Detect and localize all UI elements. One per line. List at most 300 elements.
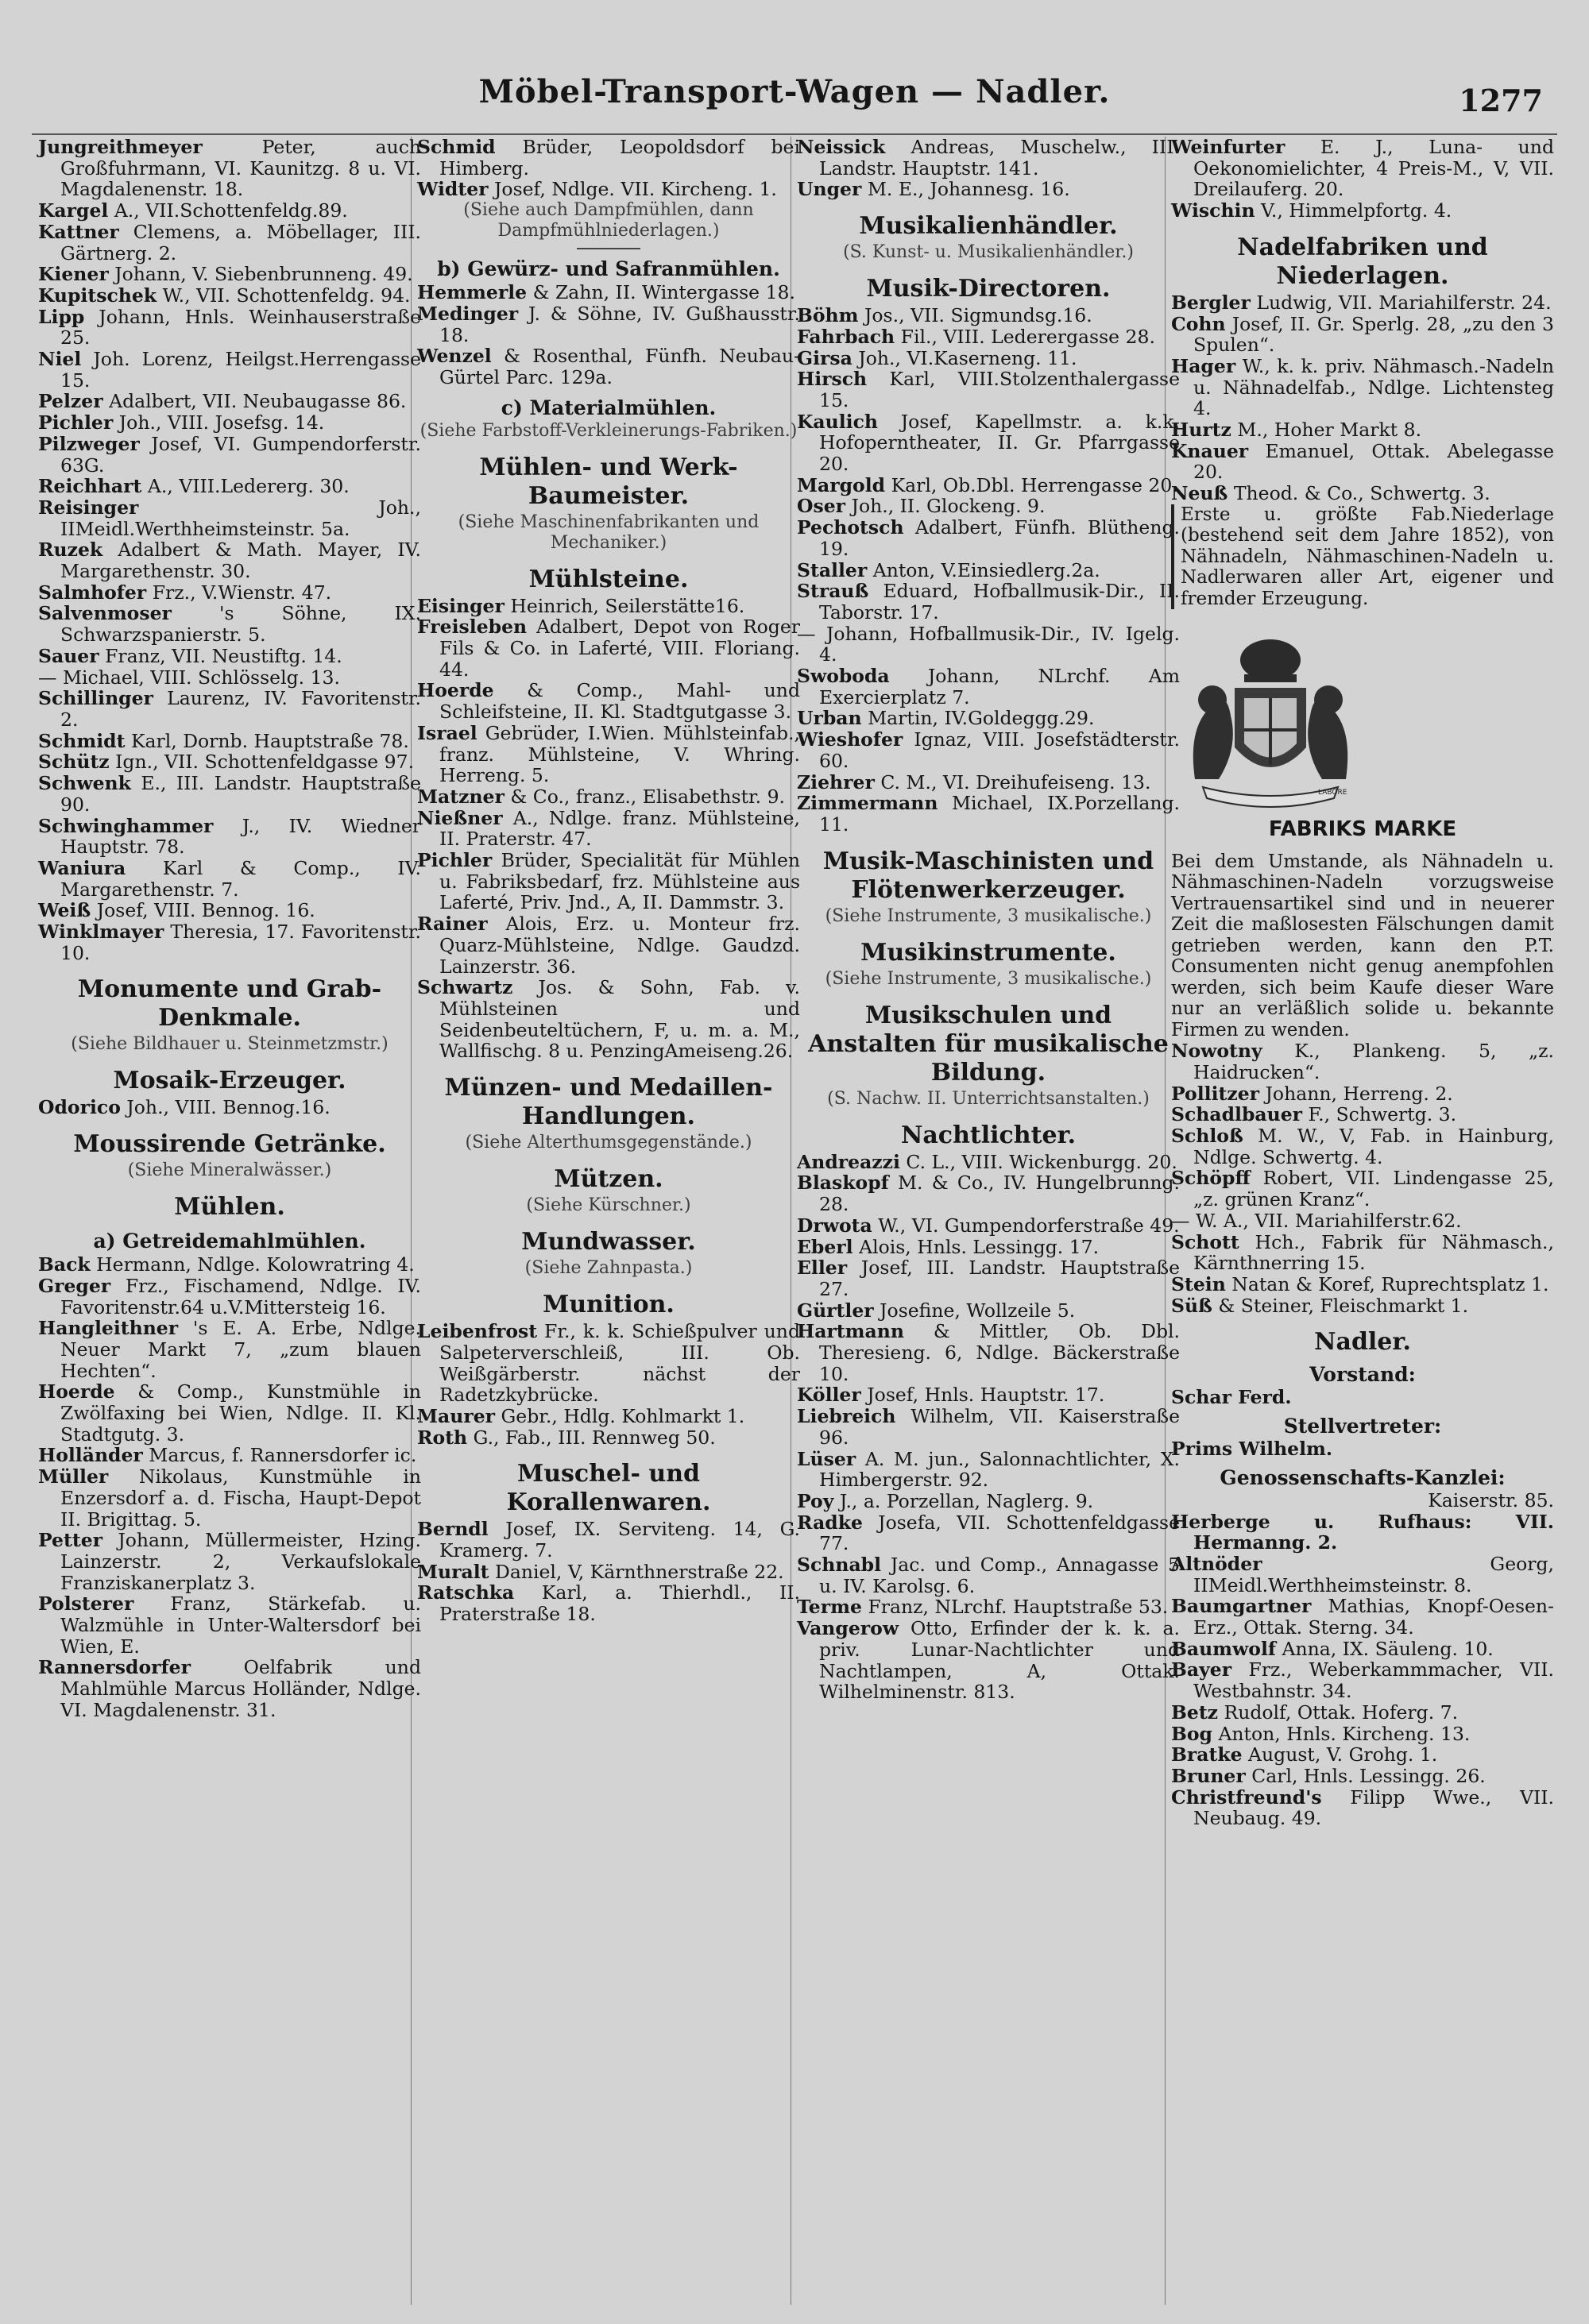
entry-name: Böhm <box>797 304 859 327</box>
entry-name: Weinfurter <box>1171 136 1286 158</box>
entry-name: Bayer <box>1171 1658 1232 1681</box>
section-heading: Mühlen- und Werk-Baumeister. <box>479 453 738 510</box>
entry-name: Terme <box>797 1596 862 1619</box>
separator <box>577 248 640 249</box>
entry-details: — Michael, VIII. Schlösselg. 13. <box>38 666 340 689</box>
directory-entry <box>1171 1295 1554 1317</box>
subsection-heading: b) Gewürz- und Safranmühlen. <box>437 257 780 281</box>
entry-details: M., Hoher Markt 8. <box>1237 419 1422 442</box>
cross-reference: (Siehe Zahnpasta.) <box>524 1258 693 1279</box>
entry-name: Girsa <box>797 346 852 369</box>
entry-name: Freisleben <box>417 616 528 639</box>
directory-entry <box>38 285 421 307</box>
entry-list <box>417 137 800 200</box>
entry-name: Greger <box>38 1274 111 1297</box>
entry-details: Jos., VII. Sigmundsg.16. <box>864 304 1092 327</box>
entry-name: Hoerde <box>417 679 494 702</box>
entry-details: Joh., VIII. Bennog.16. <box>126 1096 331 1119</box>
entry-name: Ruzek <box>38 539 103 562</box>
entry-details: Anna, IX. Säuleng. 10. <box>1282 1637 1494 1660</box>
entry-details: & Zahn, II. Wintergasse 18. <box>532 281 795 304</box>
entry-name: Schillinger <box>38 687 153 710</box>
entry-name: Pilzweger <box>38 432 140 455</box>
directory-entry <box>797 369 1180 411</box>
entry-name: Cohn <box>1171 312 1226 335</box>
directory-entry <box>1171 137 1554 200</box>
section-heading: Musikschulen und Anstalten für musikalische Bildung. <box>808 1001 1169 1087</box>
entry-name: Baumgartner <box>1171 1595 1312 1618</box>
entry-details: Franz, Stärkefab. u. Walzmühle in Unter-Waltersdorf bei Wien, E. <box>60 1592 421 1658</box>
entry-name: Wieshofer <box>797 728 903 751</box>
entry-details: Franz, VII. Neustiftg. 14. <box>105 644 342 667</box>
directory-entry <box>38 1657 421 1720</box>
directory-entry <box>1171 1639 1554 1660</box>
directory-entry <box>38 1445 421 1466</box>
entry-details: Brüder, Specialität für Mühlen u. Fabriksbedarf, frz. Mühlsteine aus Laferté, Priv. Jnd., A, II. Dammstr. 3. <box>439 849 800 914</box>
entry-name: Schloß <box>1171 1125 1243 1148</box>
directory-entry <box>797 179 1180 200</box>
entry-name: Pechotsch <box>797 516 904 539</box>
entry-details: August, V. Grohg. 1. <box>1248 1743 1438 1766</box>
fabriks-marke-label: FABRIKS MARKE <box>1268 817 1457 842</box>
entry-details: Theresia, 17. Favoritenstr. 10. <box>60 921 421 964</box>
directory-entry <box>417 179 800 200</box>
directory-entry <box>797 560 1180 581</box>
page-header-title: Möbel-Transport-Wagen — Nadler. <box>478 73 1111 110</box>
entry-details: A., Ndlge. franz. Mühlsteine, II. Praterstr. 47. <box>439 806 800 851</box>
entry-name: Neissick <box>797 136 886 158</box>
entry-details: Jac. und Comp., Annagasse 5 u. IV. Karolsg. 6. <box>819 1554 1180 1597</box>
entry-name: Lipp <box>38 305 85 328</box>
entry-list <box>417 1519 800 1625</box>
entry-name: Ratschka <box>417 1581 515 1604</box>
section-heading: Musik-Directoren. <box>866 275 1111 303</box>
entry-details: W., VI. Gumpendorferstraße 49. <box>878 1214 1180 1237</box>
directory-entry <box>1171 292 1554 314</box>
entry-name: Schmidt <box>38 729 126 752</box>
entry-name: Kargel <box>38 199 109 222</box>
cross-reference: (Siehe Bildhauer u. Steinmetzmstr.) <box>71 1034 389 1055</box>
entry-name: Ziehrer <box>797 770 875 793</box>
entry-details: Karl, Ob.Dbl. Herrengasse 20. <box>891 473 1178 496</box>
entry-name: Kiener <box>38 263 109 286</box>
directory-entry <box>38 1530 421 1593</box>
entry-details: & Comp., Kunstmühle in Zwölfaxing bei Wien, Ndlge. II. Kl. Stadtgutg. 3. <box>60 1380 421 1446</box>
directory-entry <box>38 858 421 900</box>
directory-entry <box>1171 1104 1554 1125</box>
directory-entry <box>1171 1040 1554 1083</box>
entry-name: Unger <box>797 178 862 201</box>
directory-entry <box>1171 200 1554 222</box>
entry-name: Oser <box>797 495 846 518</box>
header-rule <box>32 133 1557 135</box>
section-heading: Musikalienhändler. <box>859 212 1118 241</box>
entry-details: Emanuel, Ottak. Abelegasse 20. <box>1193 439 1554 484</box>
entry-details: Mathias, Knopf-Oesen-Erz., Ottak. Sterng. 34. <box>1193 1595 1554 1639</box>
entry-name: Kattner <box>38 220 119 243</box>
directory-entry <box>1171 1125 1554 1168</box>
directory-entry <box>1171 1232 1554 1274</box>
entry-details: Joh. Lorenz, Heilgst.Herrengasse 15. <box>60 348 421 392</box>
entry-details: Johann, Hnls. Weinhauserstraße 25. <box>60 305 421 349</box>
entry-name: Pollitzer <box>1171 1082 1260 1105</box>
directory-entry <box>1171 483 1554 504</box>
coat-of-arms-emblem <box>1171 628 1370 811</box>
entry-name: Radke <box>797 1511 863 1534</box>
directory-entry <box>38 1254 421 1276</box>
directory-entry <box>797 496 1180 517</box>
column-2 <box>417 137 800 1625</box>
entry-name: Knauer <box>1171 439 1249 462</box>
directory-entry <box>38 773 421 815</box>
entry-details: Jos. & Sohn, Fab. v. Mühlsteinen und Seidenbeuteltüchern, F, u. m. a. M., Wallfischg. 8 u. PenzingAmeiseng.26. <box>439 976 800 1063</box>
entry-name: Eberl <box>797 1235 853 1258</box>
entry-details: Joh., IIMeidl.Werthheimsteinstr. 5a. <box>60 496 421 540</box>
cross-reference: (S. Kunst- u. Musikalienhändler.) <box>843 242 1134 263</box>
entry-name: Medinger <box>417 302 519 325</box>
directory-entry <box>1171 1659 1554 1701</box>
entry-details: 's Söhne, IX. Schwarzspanierstr. 5. <box>60 602 421 647</box>
entry-details: Clemens, a. Möbellager, III. Gärtnerg. 2. <box>60 220 421 264</box>
entry-list <box>417 282 800 388</box>
entry-details: Natan & Koref, Ruprechtsplatz 1. <box>1231 1272 1549 1295</box>
entry-name: Lüser <box>797 1447 856 1470</box>
entry-name: Süß <box>1171 1294 1212 1317</box>
entry-details: Joh., VI.Kaserneng. 11. <box>858 346 1077 369</box>
subsection-heading: c) Materialmühlen. <box>501 396 717 419</box>
column-3 <box>797 137 1180 1703</box>
entry-details: J., IV. Wiedner Hauptstr. 78. <box>60 814 421 859</box>
directory-entry <box>38 1381 421 1445</box>
directory-entry <box>38 1276 421 1318</box>
entry-name: Back <box>38 1253 91 1276</box>
directory-entry <box>417 303 800 346</box>
directory-entry <box>1171 441 1554 483</box>
entry-details: & Steiner, Fleischmarkt 1. <box>1218 1294 1469 1317</box>
section-heading: Nadelfabriken und Niederlagen. <box>1237 233 1488 290</box>
entry-details: Frz., V.Wienstr. 47. <box>152 581 332 604</box>
entry-details: Andreas, Muschelw., III. Landstr. Hauptstr. 141. <box>819 136 1180 180</box>
entry-details: Josef, II. Gr. Sperlg. 28, „zu den 3 Spulen“. <box>1193 312 1554 357</box>
entry-name: Polsterer <box>38 1592 134 1616</box>
entry-details: Ignaz, VIII. Josefstädterstr. 60. <box>819 728 1180 772</box>
entry-details: M. E., Johannesg. 16. <box>867 178 1070 201</box>
entry-name: Fahrbach <box>797 325 895 348</box>
directory-entry <box>1171 1596 1554 1638</box>
entry-name: Wischin <box>1171 199 1255 222</box>
entry-list <box>797 137 1180 200</box>
cross-reference: (Siehe Alterthumsgegenstände.) <box>465 1133 752 1153</box>
vorstand-label: Vorstand: <box>1309 1363 1416 1387</box>
stellvertreter-label: Stellvertreter: <box>1283 1415 1442 1438</box>
entry-name: Bratke <box>1171 1743 1243 1766</box>
entry-details: Oelfabrik und Mahlmühle Marcus Holländer, Ndlge. VI. Magdalenenstr. 31. <box>60 1656 421 1721</box>
section-heading: Monumente und Grab-Denkmale. <box>77 975 382 1033</box>
entry-details: Josef, IX. Serviteng. 14, G. Kramerg. 7. <box>439 1518 800 1562</box>
entry-details: & Rosenthal, Fünfh. Neubau-Gürtel Parc. 129a. <box>439 345 800 388</box>
directory-entry <box>417 680 800 722</box>
directory-entry <box>38 731 421 752</box>
directory-entry <box>797 1215 1180 1237</box>
entry-name: Salvenmoser <box>38 602 172 625</box>
vorstand-name: Schar Ferd. <box>1171 1386 1292 1409</box>
entry-details: E. J., Luna- und Oekonomielichter, 4 Preis-M., V, VII. Dreilauferg. 20. <box>1193 136 1554 201</box>
entry-name: Hemmerle <box>417 281 528 304</box>
entry-name: Schott <box>1171 1230 1239 1253</box>
entry-name: Wenzel <box>417 345 492 368</box>
entry-name: Nießner <box>417 806 503 829</box>
directory-entry <box>1171 1168 1554 1210</box>
entry-details: Adalbert, VII. Neubaugasse 86. <box>109 390 407 413</box>
stellvertreter-name: Prims Wilhelm. <box>1171 1438 1333 1461</box>
entry-name: Hirsch <box>797 368 868 391</box>
entry-details: Johann, NLrchf. Am Exercierplatz 7. <box>819 665 1180 708</box>
entry-details: Laurenz, IV. Favoritenstr. 2. <box>60 687 421 731</box>
entry-name: Bog <box>1171 1722 1212 1745</box>
entry-details: W., VII. Schottenfeldg. 94. <box>162 284 411 307</box>
section-heading: Musikinstrumente. <box>860 938 1116 967</box>
entry-details: V., Himmelpfortg. 4. <box>1261 199 1452 222</box>
entry-name: Müller <box>38 1465 109 1488</box>
directory-entry <box>797 137 1180 179</box>
directory-entry <box>797 1152 1180 1173</box>
entry-details: Rudolf, Ottak. Hoferg. 7. <box>1224 1701 1459 1724</box>
entry-details: Adalbert & Math. Mayer, IV. Margarethenstr. 30. <box>60 539 421 583</box>
directory-entry <box>797 1449 1180 1491</box>
directory-entry <box>417 137 800 179</box>
entry-details: Peter, auch Großfuhrmann, VI. Kaunitzg. 8 u. VI. Magdalenenstr. 18. <box>60 136 421 201</box>
entry-details: Frz., Weberkammmacher, VII. Westbahnstr. 34. <box>1193 1658 1554 1703</box>
entry-name: Jungreithmeyer <box>38 136 203 158</box>
entry-name: Holländer <box>38 1444 143 1467</box>
entry-name: Schöpff <box>1171 1167 1251 1190</box>
directory-entry <box>797 1321 1180 1384</box>
entry-details: Theod. & Co., Schwertg. 3. <box>1233 482 1490 505</box>
entry-name: Waniura <box>38 856 126 879</box>
entry-name: Swoboda <box>797 665 890 688</box>
entry-details: C. M., VI. Dreihufeiseng. 13. <box>880 770 1151 793</box>
directory-entry <box>797 1512 1180 1554</box>
directory-entry <box>1171 1766 1554 1787</box>
directory-entry <box>417 1321 800 1406</box>
entry-details: Johann, Herreng. 2. <box>1265 1082 1453 1105</box>
section-heading: Mühlsteine. <box>528 565 689 593</box>
directory-entry <box>797 1554 1180 1596</box>
directory-entry <box>417 1519 800 1561</box>
directory-entry <box>38 688 421 730</box>
section-heading: Musik-Maschinisten und Flötenwerkerzeuger. <box>822 847 1154 904</box>
section-heading: Nadler. <box>1314 1328 1411 1357</box>
entry-name: Strauß <box>797 580 869 603</box>
entry-details: — W. A., VII. Mariahilferstr.62. <box>1171 1209 1462 1232</box>
entry-list <box>417 596 800 1062</box>
cross-reference: (Siehe Instrumente, 3 musikalische.) <box>825 968 1152 989</box>
directory-entry <box>797 708 1180 729</box>
section-heading: Mundwasser. <box>521 1228 696 1257</box>
entry-details: & Co., franz., Elisabethstr. 9. <box>510 785 786 808</box>
entry-name: Hangleithner <box>38 1317 179 1340</box>
entry-name: Bergler <box>1171 291 1251 314</box>
entry-name: Liebreich <box>797 1405 896 1428</box>
directory-entry <box>797 1257 1180 1299</box>
entry-name: Widter <box>417 178 489 201</box>
entry-details: Brüder, Leopoldsdorf bei Himberg. <box>439 136 800 180</box>
entry-name: Leibenfrost <box>417 1320 538 1343</box>
entry-name: Schwenk <box>38 772 131 795</box>
entry-list <box>417 1321 800 1448</box>
entry-details: Franz, NLrchf. Hauptstraße 53. <box>868 1596 1169 1619</box>
entry-list <box>1171 1554 1554 1829</box>
directory-entry <box>797 1237 1180 1258</box>
entry-name: Schütz <box>38 751 110 774</box>
entry-name: Staller <box>797 558 868 581</box>
directory-entry <box>417 1406 800 1427</box>
directory-entry <box>1171 314 1554 356</box>
entry-details: Marcus, f. Rannersdorfer ic. <box>149 1444 417 1467</box>
entry-details: C. L., VIII. Wickenburgg. 20. <box>906 1150 1177 1173</box>
entry-name: Eisinger <box>417 594 505 617</box>
entry-name: Schwartz <box>417 976 513 999</box>
directory-entry <box>1171 1702 1554 1724</box>
cross-reference: (Siehe Kürschner.) <box>526 1195 691 1216</box>
entry-details: Carl, Hnls. Lessingg. 26. <box>1251 1764 1486 1787</box>
entry-details: Nikolaus, Kunstmühle in Enzersdorf a. d. Fischa, Haupt-Depot II. Brigittag. 5. <box>60 1465 421 1531</box>
entry-name: Petter <box>38 1529 103 1552</box>
entry-name: Schwinghammer <box>38 814 214 837</box>
directory-entry <box>797 517 1180 559</box>
kanzlei-label: Genossenschafts-Kanzlei: <box>1220 1465 1506 1489</box>
entry-details: Josef, VI. Gumpendorferstr. 63G. <box>60 432 421 477</box>
entry-name: Zimmermann <box>797 792 938 815</box>
entry-list <box>1171 137 1554 222</box>
entry-details: G., Fab., III. Rennweg 50. <box>473 1426 716 1449</box>
entry-name: Pichler <box>38 411 114 434</box>
directory-entry <box>417 977 800 1062</box>
entry-name: Gürtler <box>797 1299 874 1322</box>
entry-details: Frz., Fischamend, Ndlge. IV. Favoritenstr.64 u.V.Mittersteig 16. <box>60 1274 421 1318</box>
entry-details: Eduard, Hofballmusik-Dir., II. Taborstr. 17. <box>819 580 1180 623</box>
subsection-heading: a) Getreidemahlmühlen. <box>93 1230 366 1253</box>
directory-entry <box>38 667 421 689</box>
directory-entry <box>797 1172 1180 1214</box>
entry-details: Fr., k. k. Schießpulver und Salpeterverschleiß, III. Ob. Weißgärberstr. nächst der Radetzkybrücke. <box>439 1320 800 1407</box>
directory-entry <box>797 1596 1180 1618</box>
entry-name: Christfreund's <box>1171 1785 1322 1809</box>
directory-entry <box>1171 1083 1554 1105</box>
entry-details: Karl, VIII.Stolzenthalergasse 15. <box>819 368 1180 411</box>
entry-details: A., VIII.Ledererg. 30. <box>147 475 350 498</box>
section-heading: Moussirende Getränke. <box>73 1130 386 1159</box>
entry-details: Daniel, V, Kärnthnerstraße 22. <box>494 1560 784 1583</box>
directory-entry <box>797 348 1180 369</box>
entry-details: Fil., VIII. Lederergasse 28. <box>900 325 1155 348</box>
column-1 <box>38 137 421 1721</box>
entry-list <box>1171 1040 1554 1316</box>
entry-name: Hurtz <box>1171 419 1231 442</box>
entry-details: Josefine, Wollzeile 5. <box>880 1299 1076 1322</box>
entry-name: Pelzer <box>38 390 103 413</box>
entry-name: Eller <box>797 1257 848 1280</box>
entry-name: Urban <box>797 707 862 730</box>
entry-details: Georg, IIMeidl.Werthheimsteinstr. 8. <box>1193 1552 1554 1596</box>
entry-details: Otto, Erfinder der k. k. a. priv. Lunar-Nachtlichter und Nachtlampen, A, Ottak. Wilhelminenstr. 813. <box>819 1617 1180 1704</box>
directory-entry <box>797 475 1180 496</box>
entry-details: Anton, V.Einsiedlerg.2a. <box>872 558 1100 581</box>
entry-details: — Johann, Hofballmusik-Dir., IV. Igelg. 4. <box>797 622 1180 666</box>
directory-entry <box>38 900 421 921</box>
entry-name: Salmhofer <box>38 581 147 604</box>
entry-name: Pichler <box>417 849 493 872</box>
entry-name: Kupitschek <box>38 284 157 307</box>
entry-details: Karl, a. Thierhdl., II. Praterstraße 18. <box>439 1581 800 1626</box>
directory-entry <box>417 1427 800 1449</box>
directory-entry <box>38 200 421 222</box>
cross-reference: (S. Nachw. II. Unterrichtsanstalten.) <box>827 1088 1150 1109</box>
directory-entry <box>797 305 1180 326</box>
directory-entry <box>797 729 1180 771</box>
cross-reference: (Siehe Maschinenfabrikanten und Mechaniker.) <box>458 512 760 553</box>
entry-name: Israel <box>417 721 477 744</box>
entry-list <box>797 1152 1180 1703</box>
entry-details: Ludwig, VII. Mariahilferstr. 24. <box>1256 291 1552 314</box>
entry-name: Betz <box>1171 1701 1219 1724</box>
section-heading: Mosaik-Erzeuger. <box>113 1067 346 1095</box>
entry-name: Sauer <box>38 644 99 667</box>
entry-details: Filipp Wwe., VII. Neubaug. 49. <box>1193 1785 1554 1830</box>
entry-name: Altnöder <box>1171 1552 1262 1575</box>
entry-details: 's E. A. Erbe, Ndlge. Neuer Markt 7, „zum blauen Hechten“. <box>60 1317 421 1382</box>
directory-entry <box>38 603 421 645</box>
directory-entry <box>417 1562 800 1583</box>
directory-entry <box>417 616 800 680</box>
directory-entry <box>417 808 800 850</box>
entry-name: Reisinger <box>38 496 139 519</box>
entry-name: Drwota <box>797 1214 872 1237</box>
entry-name: Niel <box>38 348 82 371</box>
entry-details: & Mittler, Ob. Dbl. Theresieng. 6, Ndlge. Bäckerstraße 10. <box>819 1320 1180 1385</box>
entry-name: Reichhart <box>38 475 142 498</box>
entry-name: Rannersdorfer <box>38 1656 191 1679</box>
directory-entry <box>38 264 421 285</box>
entry-details: E., III. Landstr. Hauptstraße 90. <box>60 772 421 816</box>
entry-name: Muralt <box>417 1560 489 1583</box>
entry-details: Hermann, Ndlge. Kolowratring 4. <box>96 1253 415 1276</box>
directory-entry <box>38 307 421 349</box>
entry-details: Heinrich, Seilerstätte16. <box>510 594 745 617</box>
entry-details: Josef, III. Landstr. Hauptstraße 27. <box>819 1257 1180 1300</box>
directory-entry <box>38 921 421 963</box>
section-heading: Munition. <box>543 1291 675 1319</box>
directory-entry <box>797 772 1180 793</box>
entry-details: Johann, V. Siebenbrunneng. 49. <box>114 263 413 286</box>
directory-entry <box>38 391 421 412</box>
entry-details: Ign., VII. Schottenfeldgasse 97. <box>115 751 415 774</box>
directory-entry <box>38 1318 421 1381</box>
directory-entry <box>38 137 421 200</box>
directory-entry <box>38 1466 421 1530</box>
kanzlei-address: Kaiserstr. 85. <box>1428 1488 1554 1511</box>
directory-entry <box>797 581 1180 623</box>
entry-name: Margold <box>797 473 886 496</box>
entry-details: & Comp., Mahl- und Schleifsteine, II. Kl. Stadtgutgasse 3. <box>439 679 800 724</box>
directory-entry <box>797 411 1180 475</box>
directory-entry <box>38 751 421 773</box>
entry-details: A., VII.Schottenfeldg.89. <box>114 199 348 222</box>
entry-name: Baumwolf <box>1171 1637 1276 1660</box>
cross-reference: (Siehe Instrumente, 3 musikalische.) <box>825 905 1152 926</box>
entry-name: Vangerow <box>797 1617 899 1640</box>
entry-name: Stein <box>1171 1272 1226 1295</box>
